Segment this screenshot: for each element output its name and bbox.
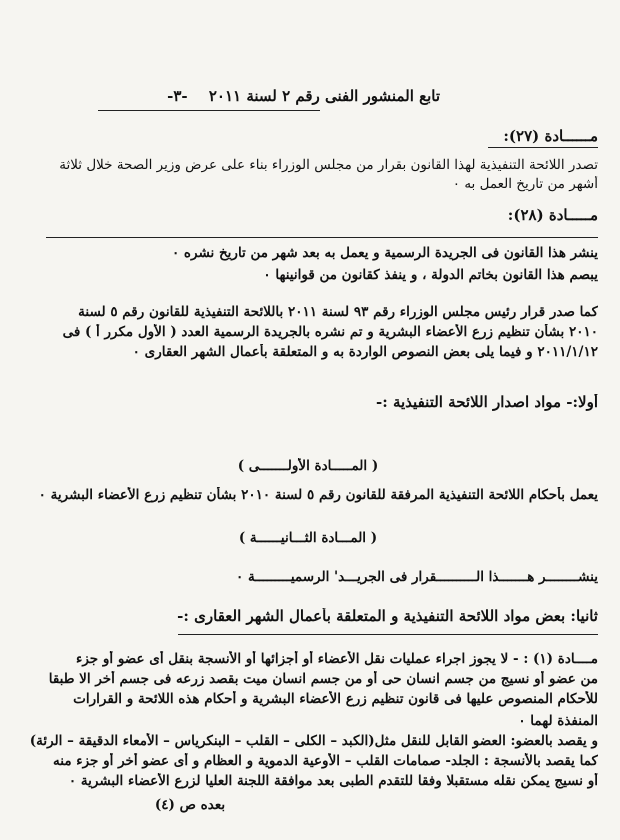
article-28-line-2: يبصم هذا القانون بخاتم الدولة ، و ينفذ كقانون من قوانينها ٠ xyxy=(263,267,598,283)
decree-line-2: ٢٠١٠ بشأن تنظيم زرع الأعضاء البشرية و تم نشره بالجريدة الرسمية العدد ( الأول مكرر أ ) فى xyxy=(62,324,598,340)
section-2-underline xyxy=(178,634,598,635)
page-number: -٣- xyxy=(167,88,188,105)
article-27-line-1: تصدر اللائحة التنفيذية لهذا القانون بقرار من مجلس الوزراء بناء على عرض وزير الصحة خلال ثلاثة xyxy=(59,157,598,173)
first-article-heading: ( المـــــادة الأولـــــــى ) xyxy=(237,458,379,474)
section-2-line-1: مــــادة (١) : - لا يجوز اجراء عمليات نقل الأعضاء أو أجزائها أو الأنسجة بنقل أى عضو أو جزء xyxy=(76,651,598,667)
page-header xyxy=(100,88,440,105)
article-27-title: مــــــادة (٢٧): xyxy=(503,128,598,145)
second-article-text: ينشــــــــر هـــــــذا الــــــــــقرار فى الجريـــد' الرسميـــــــــة ٠ xyxy=(236,569,598,585)
decree-line-1: كما صدر قرار رئيس مجلس الوزراء رقم ٩٣ لسنة ٢٠١١ باللائحة التنفيذية للقانون رقم ٥ لسنة xyxy=(78,304,598,320)
first-article-text: يعمل بأحكام اللائحة التنفيذية المرفقة للقانون رقم ٥ لسنة ٢٠١٠ بشأن تنظيم زرع الأعضاء البشرية ٠ xyxy=(38,487,598,503)
article-28-underline xyxy=(46,237,598,238)
section-1-title: أولا:- مواد اصدار اللائحة التنفيذية :- xyxy=(375,394,598,411)
section-2-line-2: من عضو أو نسيج من جسم انسان حى أو من جسم انسان ميت بقصد زرعه فى جسم أخر الا طبقا xyxy=(48,671,598,687)
header-underline xyxy=(98,110,320,111)
section-2-line-7: أو نسيج يمكن نقله مستقبلا وفقا للتقدم الطبى بعد موافقة اللجنة العليا لزرع الأعضاء البشرية ٠ xyxy=(68,773,598,789)
page-continuation-footer: بعده ص (٤) xyxy=(154,797,226,813)
article-28-line-1: ينشر هذا القانون فى الجريدة الرسمية و يعمل به بعد شهر من تاريخ نشره ٠ xyxy=(171,245,598,261)
section-2-line-5: و يقصد بالعضو: العضو القابل للنقل مثل(الكبد – الكلى – القلب – البنكرياس – الأمعاء الدقيقة – الرئة) xyxy=(29,733,598,749)
section-2-line-6: كما يقصد بالأنسجة : الجلد- صمامات القلب – الأوعية الدموية و العظام و أى عضو أخر أو جزء منه xyxy=(53,753,598,769)
header-title: تابع المنشور الفنى رقم ٢ لسنة ٢٠١١ xyxy=(208,88,440,105)
decree-line-3: ٢٠١١/١/١٢ و فيما يلى بعض النصوص الواردة به و المتعلقة بأعمال الشهر العقارى ٠ xyxy=(132,344,598,360)
section-2-line-4: المنفذة لهما ٠ xyxy=(518,713,598,729)
section-2-line-3: للأحكام المنصوص عليها فى قانون تنظيم زرع الأعضاء البشرية و أحكام هذه اللائحة و القرارات xyxy=(73,691,598,707)
article-27-line-2: أشهر من تاريخ العمل به ٠ xyxy=(452,176,598,192)
article-28-title: مـــــادة (٢٨): xyxy=(507,207,598,224)
article-27-underline xyxy=(488,147,598,148)
section-2-title: ثانيا: بعض مواد اللائحة التنفيذية و المتعلقة بأعمال الشهر العقارى :- xyxy=(177,608,598,625)
second-article-heading: ( المـــادة الثـــانيــــــة ) xyxy=(238,530,378,546)
